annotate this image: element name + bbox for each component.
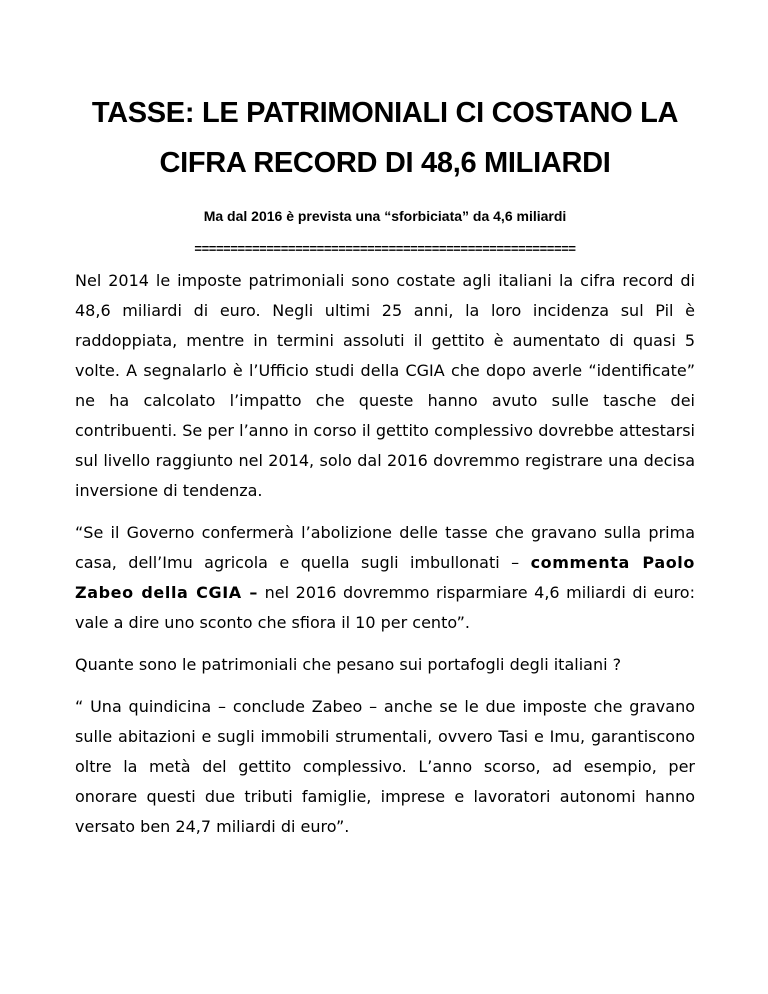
paragraph-2	[75, 518, 695, 638]
paragraph-2-end: nel 2016 dovremmo risparmiare 4,6 miliardi di euro: vale a dire uno sconto che sfiora il 10 per cento”.	[75, 583, 695, 632]
paragraph-3: Quante sono le patrimoniali che pesano sui portafogli degli italiani ?	[75, 655, 622, 674]
title-line-1: TASSE: LE PATRIMONIALI CI COSTANO LA	[91, 97, 679, 129]
paragraph-4: “ Una quindicina – conclude Zabeo – anche se le due imposte che gravano sulle abitazioni e sugli immobili strumentali, ovvero Tasi e Imu, garantiscono oltre la metà del gettito complessivo. L’anno scorso, ad esempio, per onorare questi due tributi famiglie, imprese e lavoratori autonomi hanno versato ben 24,7 miliardi di euro”.	[75, 697, 695, 836]
document-title	[75, 88, 695, 188]
paragraph-2-start: “Se il Governo confermerà l’abolizione delle tasse che gravano sulla prima casa, dell’Imu agricola e quella sugli imbullonati –	[75, 523, 695, 572]
separator-line: =====================================================	[194, 241, 576, 256]
document-page	[75, 80, 695, 842]
paragraph-2-bold-attribution: commenta Paolo Zabeo della CGIA –	[75, 553, 695, 602]
title-line-2: CIFRA RECORD DI 48,6 MILIARDI	[159, 147, 611, 179]
paragraph-1: Nel 2014 le imposte patrimoniali sono costate agli italiani la cifra record di 48,6 miliardi di euro. Negli ultimi 25 anni, la loro incidenza sul Pil è raddoppiata, mentre in termini assoluti il gettito è aumentato di quasi 5 volte. A segnalarlo è l’Ufficio studi della CGIA che dopo averle “identificate” ne ha calcolato l’impatto che queste hanno avuto sulle tasche dei contribuenti. Se per l’anno in corso il gettito complessivo dovrebbe attestarsi sul livello raggiunto nel 2014, solo dal 2016 dovremmo registrare una decisa inversione di tendenza.	[75, 271, 695, 500]
document-subtitle: Ma dal 2016 è prevista una “sforbiciata” da 4,6 miliardi	[203, 208, 567, 224]
